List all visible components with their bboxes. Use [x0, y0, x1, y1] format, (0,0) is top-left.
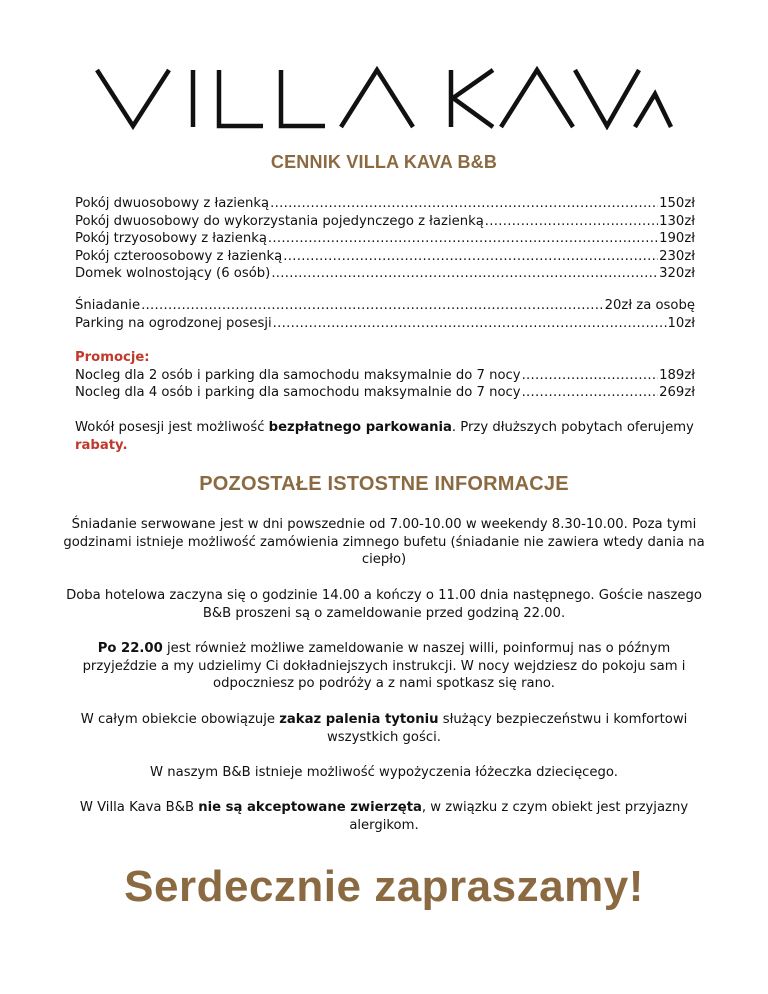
smoking-text: W całym obiekcie obowiązuje: [80, 712, 280, 727]
room-price-list: [75, 195, 695, 283]
price-label: Pokój czteroosobowy z łazienką: [75, 248, 283, 264]
dot-leader: [522, 384, 659, 402]
price-value: 20zł za osobę: [604, 298, 695, 313]
welcome-slogan: Serdecznie zapraszamy!: [124, 862, 644, 911]
dot-leader: [485, 213, 658, 231]
smoking-text: służący bezpieczeństwu i komfortowi wszystkich gości.: [327, 712, 688, 745]
pricing-title: CENNIK VILLA KAVA B&B: [270, 152, 498, 172]
price-value: 230zł: [659, 248, 695, 264]
dot-leader: [273, 315, 667, 333]
price-row: [75, 384, 695, 402]
promotions-list: [75, 349, 695, 402]
crib-info: W naszym B&B istnieje możliwość wypożyczenia łóżeczka dziecięcego.: [150, 765, 618, 780]
price-row: [75, 367, 695, 385]
price-value: 189zł: [659, 367, 695, 383]
no-pets-highlight: nie są akceptowane zwierzęta: [198, 800, 422, 815]
price-value: 130zł: [659, 213, 695, 229]
price-label: Nocleg dla 2 osób i parking dla samochodu maksymalnie do 7 nocy: [75, 367, 521, 383]
free-parking-highlight: bezpłatnego parkowania: [268, 420, 452, 435]
info-title: POZOSTAŁE ISTOSTNE INFORMACJE: [199, 473, 569, 495]
parking-note: [75, 419, 695, 454]
price-value: 150zł: [659, 196, 695, 211]
dot-leader: [283, 248, 658, 266]
villa-kava-logo: [95, 66, 673, 130]
parking-note-text: Wokół posesji jest możliwość: [75, 420, 269, 435]
dot-leader: [522, 367, 659, 385]
price-value: 320zł: [659, 266, 695, 281]
promotions-heading: Promocje:: [75, 350, 150, 365]
parking-note-text: . Przy dłuższych pobytach oferujemy: [451, 420, 694, 435]
price-row: [75, 230, 695, 248]
checkin-info: Doba hotelowa zaczyna się o godzinie 14.00 a kończy o 11.00 dnia następnego. Goście naszego B&B proszeni są o zameldowanie przed godziną 22.00.: [66, 588, 702, 621]
pets-text: , w związku z czym obiekt jest przyjazny alergikom.: [349, 800, 689, 833]
pets-info: [60, 799, 708, 834]
late-checkin-text: jest również możliwe zameldowanie w naszej willi, poinformuj nas o późnym przyjeździe a my udzielimy Ci dokładniejszych instrukcji. W nocy wejdziesz do pokoju sam i odpoczniesz po podróży a z nami spotkasz się rano.: [82, 641, 686, 691]
parking-note-text: .: [122, 437, 128, 453]
no-smoking-highlight: zakaz palenia tytoniu: [279, 712, 439, 727]
price-row: [75, 195, 695, 213]
price-value: 269zł: [659, 385, 695, 400]
breakfast-info: Śniadanie serwowane jest w dni powszednie od 7.00-10.00 w weekendy 8.30-10.00. Poza tymi godzinami istnieje możliwość zamówienia zimnego bufetu (śniadanie nie zawiera wtedy dania na ciepło): [63, 517, 705, 567]
extras-price-list: [75, 297, 695, 332]
price-row: [75, 315, 695, 333]
price-label: Pokój dwuosobowy z łazienką: [75, 196, 270, 211]
discounts-highlight: rabaty: [75, 437, 123, 453]
price-row: [75, 248, 695, 266]
price-value: 190zł: [659, 231, 695, 246]
late-checkin-info: [60, 640, 708, 693]
dot-leader: [271, 265, 658, 283]
price-label: Śniadanie: [75, 298, 141, 313]
price-row: [75, 265, 695, 283]
smoking-info: [60, 711, 708, 746]
price-label: Nocleg dla 4 osób i parking dla samochodu maksymalnie do 7 nocy: [75, 385, 521, 400]
price-label: Pokój dwuosobowy do wykorzystania pojedynczego z łazienką: [75, 213, 484, 229]
dot-leader: [268, 230, 658, 248]
price-row: [75, 297, 695, 315]
dot-leader: [270, 195, 658, 213]
price-label: Domek wolnostojący (6 osób): [75, 266, 271, 281]
price-row: [75, 213, 695, 231]
dot-leader: [141, 297, 604, 315]
price-label: Parking na ogrodzonej posesji: [75, 315, 272, 331]
price-value: 10zł: [667, 315, 695, 331]
pets-text: W Villa Kava B&B: [79, 800, 199, 815]
price-label: Pokój trzyosobowy z łazienką: [75, 231, 267, 246]
late-checkin-highlight: Po 22.00: [97, 641, 163, 656]
